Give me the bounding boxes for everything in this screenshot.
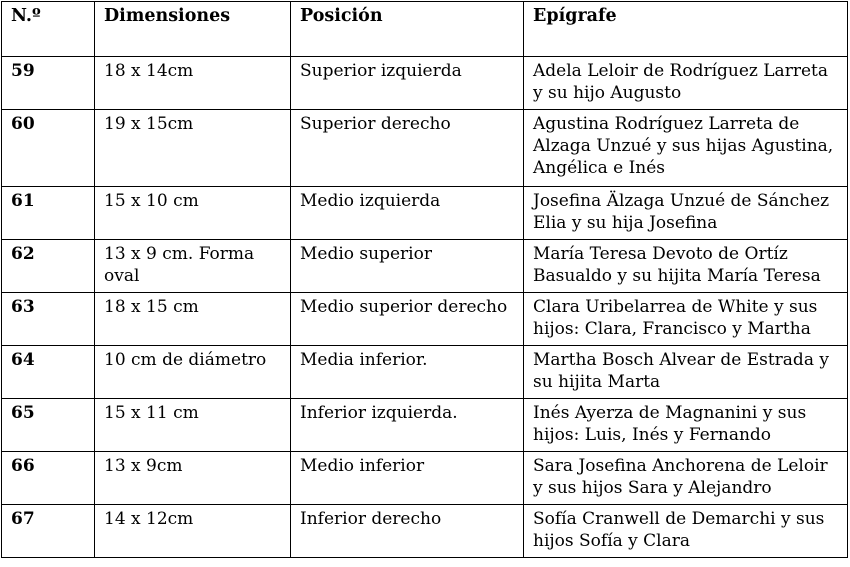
cell-caption: Martha Bosch Alvear de Estrada y su hijita Marta [524, 346, 848, 399]
cell-position: Inferior derecho [291, 505, 524, 558]
table-row [2, 293, 848, 346]
table-row [2, 346, 848, 399]
cell-dimensions: 15 x 11 cm [95, 399, 291, 452]
cell-caption: Agustina Rodríguez Larreta de Alzaga Unzué y sus hijas Agustina, Angélica e Inés [524, 110, 848, 187]
portrait-table [1, 1, 848, 558]
table-row [2, 399, 848, 452]
header-caption: Epígrafe [524, 2, 848, 57]
header-dimensions: Dimensiones [95, 2, 291, 57]
cell-caption: Clara Uribelarrea de White y sus hijos: Clara, Francisco y Martha [524, 293, 848, 346]
cell-dimensions: 15 x 10 cm [95, 187, 291, 240]
cell-caption: Josefina Älzaga Unzué de Sánchez Elia y su hija Josefina [524, 187, 848, 240]
cell-number: 59 [2, 57, 95, 110]
table-header-row [2, 2, 848, 57]
cell-number: 60 [2, 110, 95, 187]
table-row [2, 240, 848, 293]
cell-number: 67 [2, 505, 95, 558]
cell-position: Media inferior. [291, 346, 524, 399]
cell-position: Inferior izquierda. [291, 399, 524, 452]
header-number: N.º [2, 2, 95, 57]
cell-dimensions: 14 x 12cm [95, 505, 291, 558]
cell-number: 62 [2, 240, 95, 293]
table-row [2, 505, 848, 558]
cell-number: 61 [2, 187, 95, 240]
cell-dimensions: 19 x 15cm [95, 110, 291, 187]
table-row [2, 187, 848, 240]
cell-dimensions: 10 cm de diámetro [95, 346, 291, 399]
cell-number: 64 [2, 346, 95, 399]
cell-number: 66 [2, 452, 95, 505]
cell-dimensions: 13 x 9cm [95, 452, 291, 505]
cell-caption: María Teresa Devoto de Ortíz Basualdo y su hijita María Teresa [524, 240, 848, 293]
cell-position: Medio inferior [291, 452, 524, 505]
cell-number: 63 [2, 293, 95, 346]
table-row [2, 452, 848, 505]
table-row [2, 110, 848, 187]
cell-dimensions: 13 x 9 cm. Forma oval [95, 240, 291, 293]
cell-caption: Inés Ayerza de Magnanini y sus hijos: Luis, Inés y Fernando [524, 399, 848, 452]
cell-dimensions: 18 x 14cm [95, 57, 291, 110]
table-row [2, 57, 848, 110]
cell-position: Superior izquierda [291, 57, 524, 110]
cell-position: Medio superior [291, 240, 524, 293]
cell-position: Medio superior derecho [291, 293, 524, 346]
cell-caption: Sofía Cranwell de Demarchi y sus hijos Sofía y Clara [524, 505, 848, 558]
cell-number: 65 [2, 399, 95, 452]
cell-position: Superior derecho [291, 110, 524, 187]
cell-position: Medio izquierda [291, 187, 524, 240]
cell-caption: Sara Josefina Anchorena de Leloir y sus hijos Sara y Alejandro [524, 452, 848, 505]
cell-caption: Adela Leloir de Rodríguez Larreta y su hijo Augusto [524, 57, 848, 110]
header-position: Posición [291, 2, 524, 57]
cell-dimensions: 18 x 15 cm [95, 293, 291, 346]
